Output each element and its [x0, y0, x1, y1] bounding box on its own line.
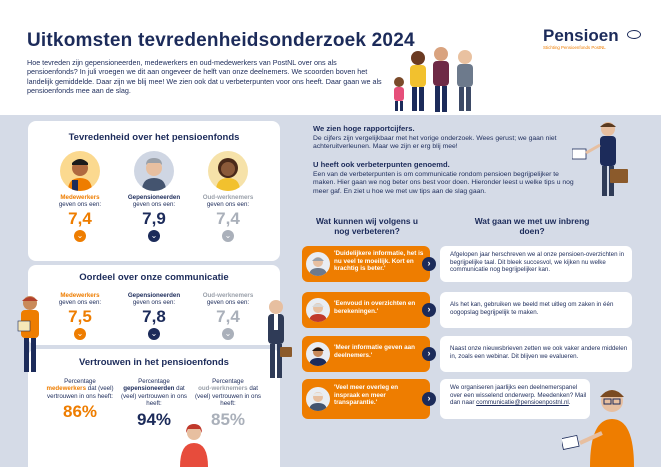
satisfaction-score: 7,4: [68, 208, 92, 228]
communication-group-label: Medewerkers: [60, 292, 100, 299]
answer-box: [440, 246, 632, 282]
trust-title: Vertrouwen in het pensioenfonds: [79, 357, 229, 368]
satisfaction-panel: [28, 121, 280, 261]
communication-panel: [28, 265, 280, 345]
satisfaction-col-medewerkers: [50, 151, 110, 242]
communication-score: 7,5: [68, 306, 92, 326]
satisfaction-col-oud-werknemers: [198, 151, 258, 242]
trust-post: dat (veel) vertrouwen in ons heeft:: [194, 385, 262, 408]
trust-value: 94%: [136, 409, 172, 429]
answer-box: [440, 292, 632, 328]
quote-box: [302, 336, 430, 372]
report-block: [313, 125, 563, 152]
logo-sub: Stichting Pensioenfonds PostNL: [543, 45, 606, 50]
page-title: Uitkomsten tevredenheidsonderzoek 2024: [27, 30, 415, 51]
arrow-right-icon: ›: [422, 303, 436, 317]
satisfaction-score: 7,9: [142, 208, 166, 228]
communication-suffix: geven ons een:: [206, 299, 250, 307]
satisfaction-score: 7,4: [216, 208, 240, 228]
logo-word: Pensioen: [543, 26, 619, 45]
quote-text: 'Veel meer overleg en inspraak en meer transparantie.': [334, 384, 399, 407]
former-employee-avatar: [208, 151, 248, 191]
answer-text: Als het kan, gebruiken we beeld met uitleg om zaken in één oogopslag begrijpelijk te maken.: [450, 301, 614, 316]
answer-box: [440, 379, 590, 419]
communication-col-gepensioneerden: [124, 289, 184, 340]
trust-panel: [28, 349, 280, 467]
trust-value: 85%: [210, 409, 246, 429]
answer-text: Afgelopen jaar herschreven we al onze pensioen-overzichten in begrijpelijke taal. Dit bleek succesvol, we kijken nu welke communicatie nog begrijpelijker kan.: [450, 251, 625, 274]
chevron-down-icon: ⌄: [148, 230, 160, 242]
communication-group-label: Gepensioneerden: [127, 292, 181, 299]
employee-avatar: [60, 151, 100, 191]
satisfaction-suffix: geven ons een:: [206, 201, 250, 209]
satisfaction-group-label: Gepensioneerden: [127, 194, 181, 201]
improve-right-heading: Wat gaan we met uw inbreng doen?: [474, 216, 590, 236]
trust-group-label: oud-werknemers: [198, 385, 248, 393]
woman-illustration: [174, 421, 214, 467]
arrow-right-icon: ›: [422, 392, 436, 406]
man-with-mail-illustration: [572, 119, 636, 201]
satisfaction-suffix: geven ons een:: [132, 201, 176, 209]
quote-box: [302, 379, 430, 419]
family-illustration: [385, 44, 495, 114]
report-text-2: Een van de verbeterpunten is om communicatie rondom pensioen begrijpelijker te maken. Hier gaan we nog beter ons best voor doen. Hieronder leest u welke tips u nog meer gaf. En ziet u hoe we met uw tips aan de slag gaan.: [313, 170, 574, 195]
trust-post: dat (veel) vertrouwen in ons heeft:: [46, 385, 114, 400]
chevron-down-icon: ⌄: [74, 328, 86, 340]
logo-mark-icon: [627, 30, 641, 39]
person-face-icon: [306, 342, 330, 366]
person-face-icon: [306, 387, 330, 411]
chevron-down-icon: ⌄: [148, 328, 160, 340]
report-heading-2: U heeft ook verbeterpunten genoemd.: [313, 160, 450, 169]
report-heading-1: We zien hoge rapportcijfers.: [313, 124, 415, 133]
chevron-down-icon: ⌄: [74, 230, 86, 242]
trust-group-label: gepensioneerden: [123, 385, 175, 393]
person-face-icon: [306, 298, 330, 322]
communication-group-label: Oud-werknemers: [202, 292, 254, 299]
communication-col-medewerkers: [50, 289, 110, 340]
communication-col-oud-werknemers: [198, 289, 258, 340]
communication-title: Oordeel over onze communicatie: [79, 272, 229, 283]
quote-box: [302, 246, 430, 282]
feedback-row: [302, 379, 632, 419]
pensioen-logo: [543, 26, 643, 52]
satisfaction-col-gepensioneerden: [124, 151, 184, 242]
quote-box: [302, 292, 430, 328]
answer-box: [440, 336, 632, 372]
improve-left-heading: Wat kunnen wij volgens u nog verbeteren?: [315, 216, 419, 236]
report-text-1: De cijfers zijn vergelijkbaar met het vorige onderzoek. Wees gerust; we gaan niet achteruitverleunen. Maar we zijn er erg blij mee!: [313, 134, 557, 151]
satisfaction-group-label: Oud-werknemers: [202, 194, 254, 201]
email-link[interactable]: communicatie@pensioenpostnl.nl: [476, 399, 569, 407]
retiree-avatar: [134, 151, 174, 191]
answer-tail: .: [568, 399, 571, 407]
chevron-down-icon: ⌄: [222, 328, 234, 340]
answer-text: We organiseren jaarlijks een deelnemerspanel over een wisselend onderwerp. Meedenken? Mail dan naar: [450, 384, 587, 407]
feedback-row: [302, 292, 632, 328]
trust-pre: Percentage: [138, 378, 170, 385]
quote-text: 'Eenvoud in overzichten en berekeningen.': [334, 300, 416, 315]
feedback-row: [302, 246, 632, 282]
trust-value: 86%: [62, 402, 98, 422]
trust-pre: Percentage: [212, 378, 244, 385]
answer-text: Naast onze nieuwsbrieven zetten we ook vaker andere middelen in, zoals een webinar. Dit blijven we evalueren.: [450, 345, 628, 360]
quote-text: 'Meer informatie geven aan deelnemers.': [334, 344, 415, 359]
satisfaction-title: Tevredenheid over het pensioenfonds: [68, 132, 240, 143]
satisfaction-suffix: geven ons een:: [58, 201, 102, 209]
improvement-block: [313, 161, 575, 196]
trust-pre: Percentage: [64, 378, 96, 385]
communication-suffix: geven ons een:: [58, 299, 102, 307]
mail-carrier-illustration: [8, 293, 50, 383]
intro-text: Hoe tevreden zijn gepensioneerden, medewerkers en oud-medewerkers van PostNL over ons als pensioenfonds? In juli vroegen we dit aan ongeveer de helft van onze deelnemers. We scoorden boven het landelijk gemiddelde. Daar zijn we blij mee! We zien ook dat u verbeterpunten voor ons heeft. Daar gaan we als pensioenfonds mee aan de slag.: [27, 58, 382, 96]
man-with-briefcase-illustration: [256, 297, 296, 387]
trust-col-medewerkers: [42, 375, 118, 421]
feedback-row: [302, 336, 632, 372]
chevron-down-icon: ⌄: [222, 230, 234, 242]
person-face-icon: [306, 252, 330, 276]
quote-text: 'Duidelijkere informatie, het is nu veel te moeilijk. Kort en krachtig is beter.': [334, 250, 424, 273]
satisfaction-group-label: Medewerkers: [60, 194, 100, 201]
communication-score: 7,4: [216, 306, 240, 326]
trust-post: dat (veel) vertrouwen in ons heeft:: [120, 385, 188, 408]
trust-group-label: medewerkers: [46, 385, 87, 393]
arrow-right-icon: ›: [422, 257, 436, 271]
communication-score: 7,8: [142, 306, 166, 326]
arrow-right-icon: ›: [422, 347, 436, 361]
header: [0, 0, 661, 115]
communication-suffix: geven ons een:: [132, 299, 176, 307]
main-area: [0, 115, 661, 467]
